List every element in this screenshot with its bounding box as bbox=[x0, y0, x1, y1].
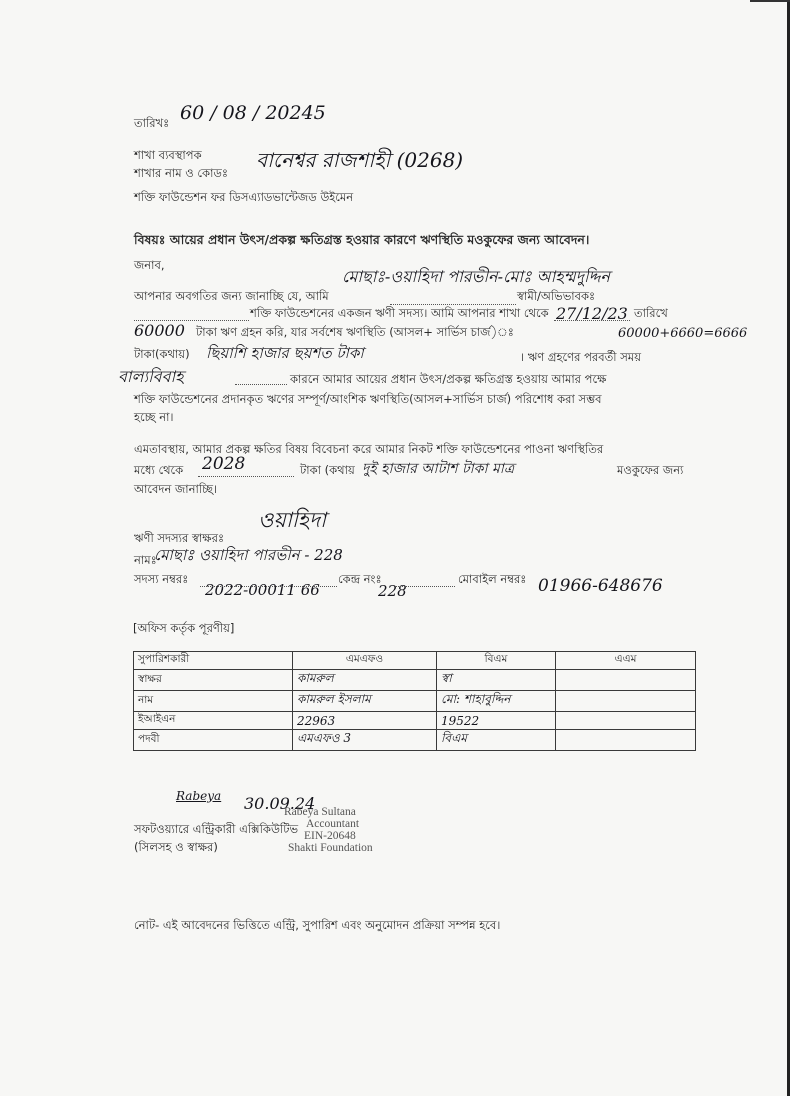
table-row bbox=[134, 691, 696, 712]
scan-top-mark bbox=[750, 0, 790, 2]
bm-signature: স্বা bbox=[441, 671, 452, 685]
center-number-label: কেন্দ্র নংঃ bbox=[338, 572, 382, 586]
table-row bbox=[134, 670, 696, 691]
row-label-designation: পদবী bbox=[134, 730, 293, 751]
guardian-label: স্বামী/অভিভাবকঃ bbox=[517, 289, 596, 303]
hw-reason: বাল্যবিবাহ bbox=[118, 367, 184, 386]
row-label-signature: স্বাক্ষর bbox=[134, 670, 293, 691]
date-label: তারিখঃ bbox=[134, 116, 170, 130]
loan-date-dotted-line bbox=[554, 320, 630, 321]
hw-waive-amount: 2028 bbox=[202, 454, 246, 474]
member-signature-label: ঋণী সদস্যর স্বাক্ষরঃ bbox=[134, 531, 225, 545]
para2-line3: আবেদন জানাচ্ছি। bbox=[134, 482, 218, 496]
stamp-ein: EIN-20648 bbox=[304, 830, 356, 843]
mobile-label: মোবাইল নম্বরঃ bbox=[458, 572, 527, 586]
para2-line2-start: মধ্যে থেকে bbox=[134, 463, 184, 477]
center-dotted-line bbox=[395, 586, 455, 587]
branch-manager-label: শাখা ব্যবস্থাপক bbox=[134, 148, 202, 162]
entry-executive-label: সফটওয়্যারে এন্ট্রিকারী এক্সিকিউটিভ bbox=[134, 822, 299, 836]
hw-loan-date: 27/12/23 bbox=[556, 304, 628, 323]
entry-date: 30.09.24 bbox=[244, 794, 316, 813]
am-name-cell bbox=[556, 691, 696, 712]
bm-designation: বিএম bbox=[441, 731, 467, 745]
member-signature: ওয়াহিদা bbox=[258, 508, 327, 532]
waive-amount-dotted-line bbox=[198, 476, 294, 477]
body-line1-text: আপনার অবগতির জন্য জানাচ্ছি যে, আমি bbox=[134, 289, 329, 303]
name-dotted-line bbox=[390, 304, 516, 305]
hw-loan-amount: 60000 bbox=[134, 321, 185, 340]
body-line2-text: শক্তি ফাউন্ডেশনের একজন ঋণী সদস্য। আমি আপনার শাখা থেকে bbox=[250, 306, 549, 320]
hw-balance: 60000+6660=6666 bbox=[618, 326, 748, 341]
header-mfo: এমএফও bbox=[293, 652, 437, 670]
hw-waive-words: দুই হাজার আটাশ টাকা মাত্র bbox=[362, 461, 515, 477]
body-line5-text: কারনে আমার আয়ের প্রধান উৎস/প্রকল্প ক্ষতিগ্রস্ত হওয়ায় আমার পক্ষে bbox=[290, 372, 607, 386]
bm-name: মো: শাহাবুদ্দিন bbox=[441, 692, 511, 706]
header-bm: বিএম bbox=[437, 652, 556, 670]
member-number-value: 2022-00011 66 bbox=[205, 581, 320, 599]
date-value: 60 / 08 / 20245 bbox=[180, 102, 326, 124]
body-line6-text: শক্তি ফাউন্ডেশনের প্রদানকৃত ঋণের সম্পূর্ণ/আংশিক ঋণস্থিতি(আসল+সার্ভিস চার্জ) পরিশোধ করা সম্ভব bbox=[134, 392, 602, 406]
table-row bbox=[134, 712, 696, 730]
body-line3-text: টাকা ঋণ গ্রহন করি, যার সর্বশেষ ঋণস্থিতি (আসল+ সার্ভিস চার্জ)ঃ bbox=[196, 325, 514, 339]
am-ein-cell bbox=[556, 712, 696, 730]
am-designation-cell bbox=[556, 730, 696, 751]
amount-words-label: টাকা(কথায়) bbox=[134, 347, 190, 361]
salutation: জনাব, bbox=[134, 258, 165, 272]
para2-line1: এমতাবস্থায়, আমার প্রকল্প ক্ষতির বিষয় বিবেচনা করে আমার নিকট শক্তি ফাউন্ডেশনের পাওনা ঋণস্থিতির bbox=[134, 442, 604, 456]
mfo-ein: 22963 bbox=[297, 713, 336, 728]
branch-name-code-value: বানেশ্বর রাজশাহী (0268) bbox=[256, 148, 464, 172]
body-line7-text: হচ্ছে না। bbox=[134, 410, 174, 424]
bm-ein: 19522 bbox=[441, 713, 480, 728]
table-row bbox=[134, 730, 696, 751]
mobile-value: 01966-648676 bbox=[538, 576, 663, 596]
branch-name-code-label: শাখার নাম ও কোডঃ bbox=[134, 166, 229, 180]
reason-dotted-line bbox=[235, 384, 287, 385]
hw-amount-in-words: ছিয়াশি হাজার ছয়শত টাকা bbox=[206, 344, 364, 362]
entry-seal-label: (সিলসহ ও স্বাক্ষর) bbox=[134, 840, 218, 854]
member-name-label: নামঃ bbox=[134, 553, 157, 567]
para2-line2-middle: টাকা (কথায় bbox=[300, 463, 355, 477]
stamp-designation: Accountant bbox=[306, 818, 360, 831]
subject-line: বিষয়ঃ আয়ের প্রধান উৎস/প্রকল্প ক্ষতিগ্রস্ত হওয়ার কারণে ঋণস্থিতি মওকুফের জন্য আবেদন। bbox=[134, 232, 590, 247]
row-label-name: নাম bbox=[134, 691, 293, 712]
office-table bbox=[133, 651, 696, 751]
mfo-designation: এমএফও 3 bbox=[297, 731, 351, 745]
member-number-dotted-line bbox=[200, 586, 337, 587]
member-name-value: মোছাঃ ওয়াহিদা পারভীন - 228 bbox=[154, 546, 343, 564]
date-suffix-label: তারিখে bbox=[634, 306, 668, 320]
body-line4-text: । ঋণ গ্রহণের পরবর্তী সময় bbox=[520, 350, 641, 364]
office-table-header-row bbox=[134, 652, 696, 670]
organization-name: শক্তি ফাউন্ডেশন ফর ডিসএ্যাডভান্টেজড উইমেন bbox=[134, 190, 354, 204]
office-heading: [অফিস কর্তৃক পূরণীয়] bbox=[133, 621, 235, 635]
footer-note: নোট- এই আবেদনের ভিত্তিতে এন্ট্রি, সুপারিশ এবং অনুমোদন প্রক্রিয়া সম্পন্ন হবে। bbox=[134, 918, 501, 932]
row-label-ein: ইআইএন bbox=[134, 712, 293, 730]
stamp-name: Rabeya Sultana bbox=[284, 806, 356, 818]
member-number-label: সদস্য নম্বরঃ bbox=[134, 572, 189, 586]
mfo-signature: কামরুল bbox=[297, 671, 334, 685]
entry-initials: Rabeya bbox=[176, 789, 222, 803]
stamp-org: Shakti Foundation bbox=[288, 842, 373, 855]
mfo-name: কামরুল ইসলাম bbox=[297, 692, 371, 706]
para2-line2-end: মওকুফের জন্য bbox=[617, 463, 684, 477]
hw-name-guardian: মোছাঃ-ওয়াহিদা পারভীন-মোঃ আহম্মদুদ্দিন bbox=[342, 267, 610, 286]
header-recommender: সুপারিশকারী bbox=[134, 652, 293, 670]
header-am: এএম bbox=[556, 652, 696, 670]
center-number-value: 228 bbox=[378, 582, 407, 600]
am-signature-cell bbox=[556, 670, 696, 691]
